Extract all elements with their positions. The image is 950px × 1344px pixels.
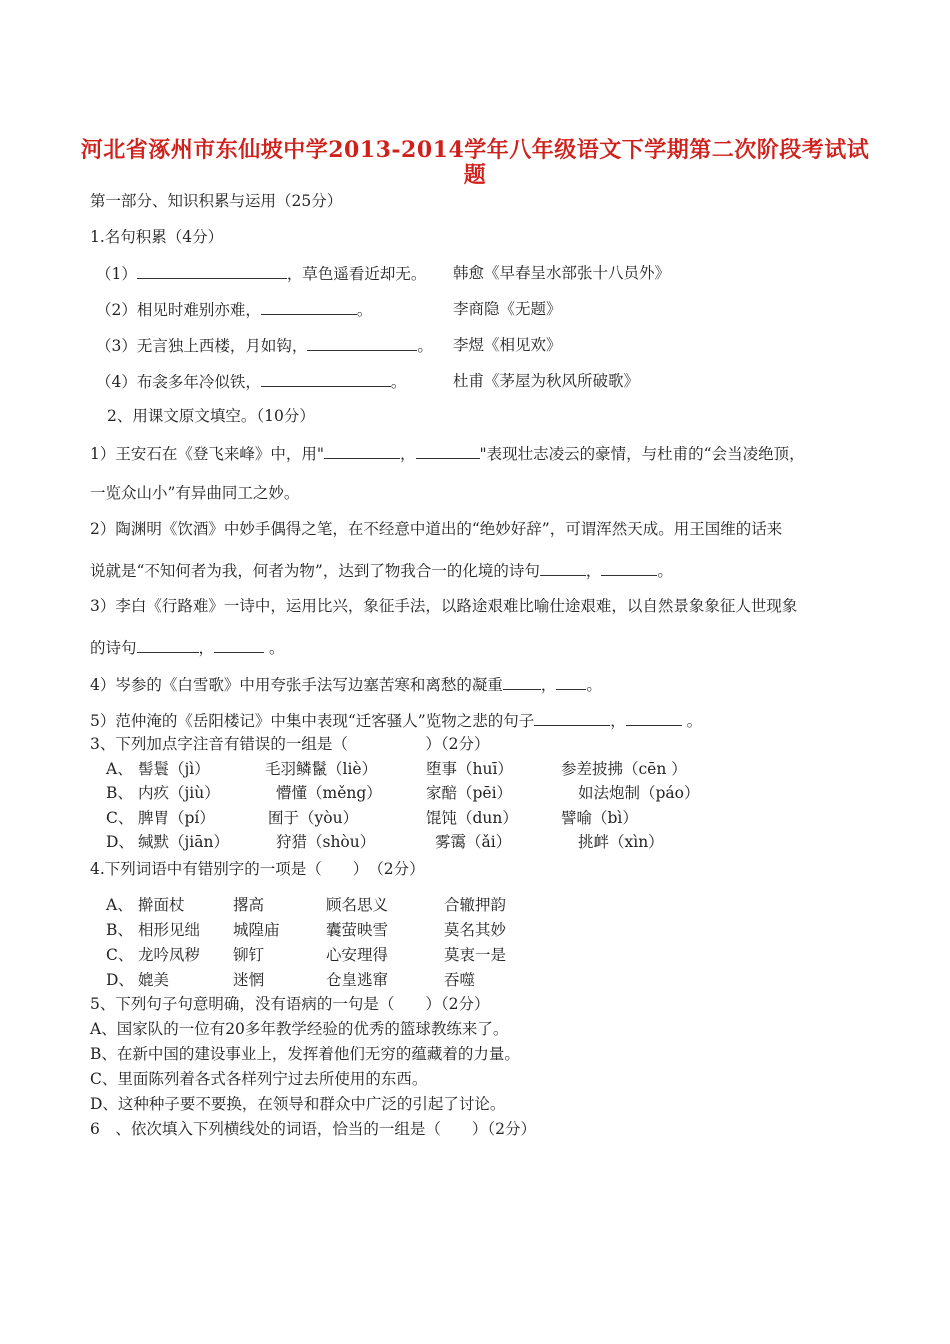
- answer-blank[interactable]: [416, 443, 480, 459]
- q3-option-a-4: 参差披拂（cēn ）: [561, 760, 687, 778]
- title-line-2: 题: [463, 162, 487, 188]
- q3-option-d-label: D、: [106, 833, 134, 851]
- answer-blank[interactable]: [534, 710, 610, 726]
- q4-option-a-2: 撂高: [233, 896, 265, 914]
- q4-option-b-3: 囊萤映雪: [326, 921, 389, 939]
- q2-s2-line2: 说就是“不知何者为我，何者为物”，达到了物我合一的化境的诗句 ， 。: [90, 562, 673, 580]
- q1-item-4: （4）布衾多年冷似铁， 。: [96, 373, 407, 391]
- q2-s1-line2: 一览众山小”有异曲同工之妙。: [90, 484, 300, 502]
- q1-item-2: （2）相见时难别亦难， 。: [96, 301, 373, 319]
- q3-option-d-3: 雾霭（ǎi）: [435, 833, 512, 851]
- q6-heading: 6 、依次填入下列横线处的词语，恰当的一组是（ ）（2分）: [90, 1120, 536, 1138]
- q4-option-c-2: 铆钉: [233, 946, 265, 964]
- q2-s2-line1: 2）陶渊明《饮酒》中妙手偶得之笔，在不经意中道出的“绝妙好辞”，可谓浑然天成。用王国维的话来: [90, 520, 783, 538]
- q4-option-b-4: 莫名其妙: [444, 921, 507, 939]
- q3-option-b-4: 如法炮制（páo）: [578, 784, 700, 802]
- q3-option-c-3: 馄饨（dun）: [426, 809, 518, 827]
- q5-heading: 5、下列句子句意明确，没有语病的一句是（ ）（2分）: [90, 995, 490, 1013]
- q3-option-c-2: 囿于（yòu）: [268, 809, 359, 827]
- answer-blank[interactable]: [601, 560, 657, 576]
- q4-option-b-1: 相形见绌: [138, 921, 201, 939]
- q3-option-b-1: 内疚（jiù）: [138, 784, 220, 802]
- q4-option-d-2: 迷惘: [233, 971, 265, 989]
- q1-heading: 1.名句积累（4分）: [90, 228, 224, 246]
- q5-option-c: C、里面陈列着各式各样列宁过去所使用的东西。: [90, 1070, 428, 1088]
- q4-option-a-4: 合辙押韵: [444, 896, 507, 914]
- answer-blank[interactable]: [137, 263, 287, 279]
- q1-item-1: （1） ，草色遥看近却无。: [96, 265, 427, 283]
- q4-option-b-2: 城隍庙: [233, 921, 280, 939]
- document-title: [80, 138, 870, 188]
- q2-s4: 4）岑参的《白雪歌》中用夸张手法写边塞苦寒和离愁的凝重 ， 。: [90, 676, 602, 694]
- q5-option-b: B、在新中国的建设事业上，发挥着他们无穷的蕴藏着的力量。: [90, 1045, 520, 1063]
- q3-option-a-label: A、: [106, 760, 133, 778]
- q4-option-a-label: A、: [106, 896, 133, 914]
- q3-option-b-label: B、: [106, 784, 133, 802]
- q1-item-3-source: 李煜《相见欢》: [453, 336, 562, 354]
- q4-option-d-4: 吞噬: [444, 971, 476, 989]
- answer-blank[interactable]: [261, 371, 391, 387]
- title-line-1: 河北省涿州市东仙坡中学2013-2014学年八年级语文下学期第二次阶段考试试: [80, 137, 870, 163]
- q1-item-3: （3）无言独上西楼，月如钩， 。: [96, 337, 433, 355]
- q3-option-c-1: 脾胃（pí）: [138, 809, 215, 827]
- q3-option-d-1: 缄默（jiān）: [138, 833, 229, 851]
- q4-option-c-1: 龙吟凤秽: [138, 946, 201, 964]
- q3-option-c-label: C、: [106, 809, 134, 827]
- q3-option-c-4: 譬喻（bì）: [561, 809, 638, 827]
- q3-option-d-2: 狩猎（shòu）: [276, 833, 376, 851]
- q1-item-4-source: 杜甫《茅屋为秋风所破歌》: [453, 372, 640, 390]
- answer-blank[interactable]: [626, 710, 682, 726]
- q4-heading: 4.下列词语中有错别字的一项是（ ） （2分）: [90, 860, 425, 878]
- q5-option-a: A、国家队的一位有20多年教学经验的优秀的篮球教练来了。: [90, 1020, 509, 1038]
- q4-option-d-1: 媲美: [138, 971, 170, 989]
- q4-option-a-3: 顾名思义: [326, 896, 389, 914]
- answer-blank[interactable]: [137, 637, 199, 653]
- answer-blank[interactable]: [503, 674, 541, 690]
- q4-option-d-label: D、: [106, 971, 134, 989]
- q2-s1-line1: 1）王安石在《登飞来峰》中，用" ， "表现壮志凌云的豪情，与杜甫的“会当凌绝顶，: [90, 445, 805, 463]
- answer-blank[interactable]: [307, 335, 417, 351]
- q5-option-d: D、这种种子要不要换，在领导和群众中广泛的引起了讨论。: [90, 1095, 506, 1113]
- q4-option-b-label: B、: [106, 921, 133, 939]
- q4-option-a-1: 擀面杖: [138, 896, 185, 914]
- q3-option-a-1: 髻鬟（jì）: [138, 760, 210, 778]
- answer-blank[interactable]: [261, 299, 357, 315]
- q4-option-c-label: C、: [106, 946, 134, 964]
- q4-option-d-3: 仓皇逃窜: [326, 971, 389, 989]
- q3-heading: 3、下列加点字注音有错误的一组是（ ）（2分）: [90, 735, 490, 753]
- q1-item-2-source: 李商隐《无题》: [453, 300, 562, 318]
- q4-option-c-4: 莫衷一是: [444, 946, 507, 964]
- q2-s5: 5）范仲淹的《岳阳楼记》中集中表现“迁客骚人”览物之悲的句子 ， 。: [90, 712, 703, 730]
- answer-blank[interactable]: [556, 674, 586, 690]
- answer-blank[interactable]: [214, 637, 264, 653]
- q3-option-b-2: 懵懂（měng）: [276, 784, 382, 802]
- q2-s3-line1: 3）李白《行路难》一诗中，运用比兴，象征手法，以路途艰难比喻仕途艰难，以自然景象象征人世现象: [90, 597, 798, 615]
- q3-option-d-4: 挑衅（xìn）: [578, 833, 664, 851]
- q3-option-b-3: 家醅（pēi）: [426, 784, 513, 802]
- q3-option-a-3: 堕事（huī）: [426, 760, 513, 778]
- q2-heading: 2、用课文原文填空。（10分）: [107, 407, 315, 425]
- answer-blank[interactable]: [324, 443, 400, 459]
- q3-option-a-2: 毛羽鳞鬣（liè）: [265, 760, 378, 778]
- q1-item-1-source: 韩愈《早春呈水部张十八员外》: [453, 264, 671, 282]
- q2-s3-line2: 的诗句 ， 。: [90, 639, 285, 657]
- answer-blank[interactable]: [540, 560, 586, 576]
- part1-heading: 第一部分、知识积累与运用（25分）: [90, 192, 343, 210]
- q4-option-c-3: 心安理得: [326, 946, 389, 964]
